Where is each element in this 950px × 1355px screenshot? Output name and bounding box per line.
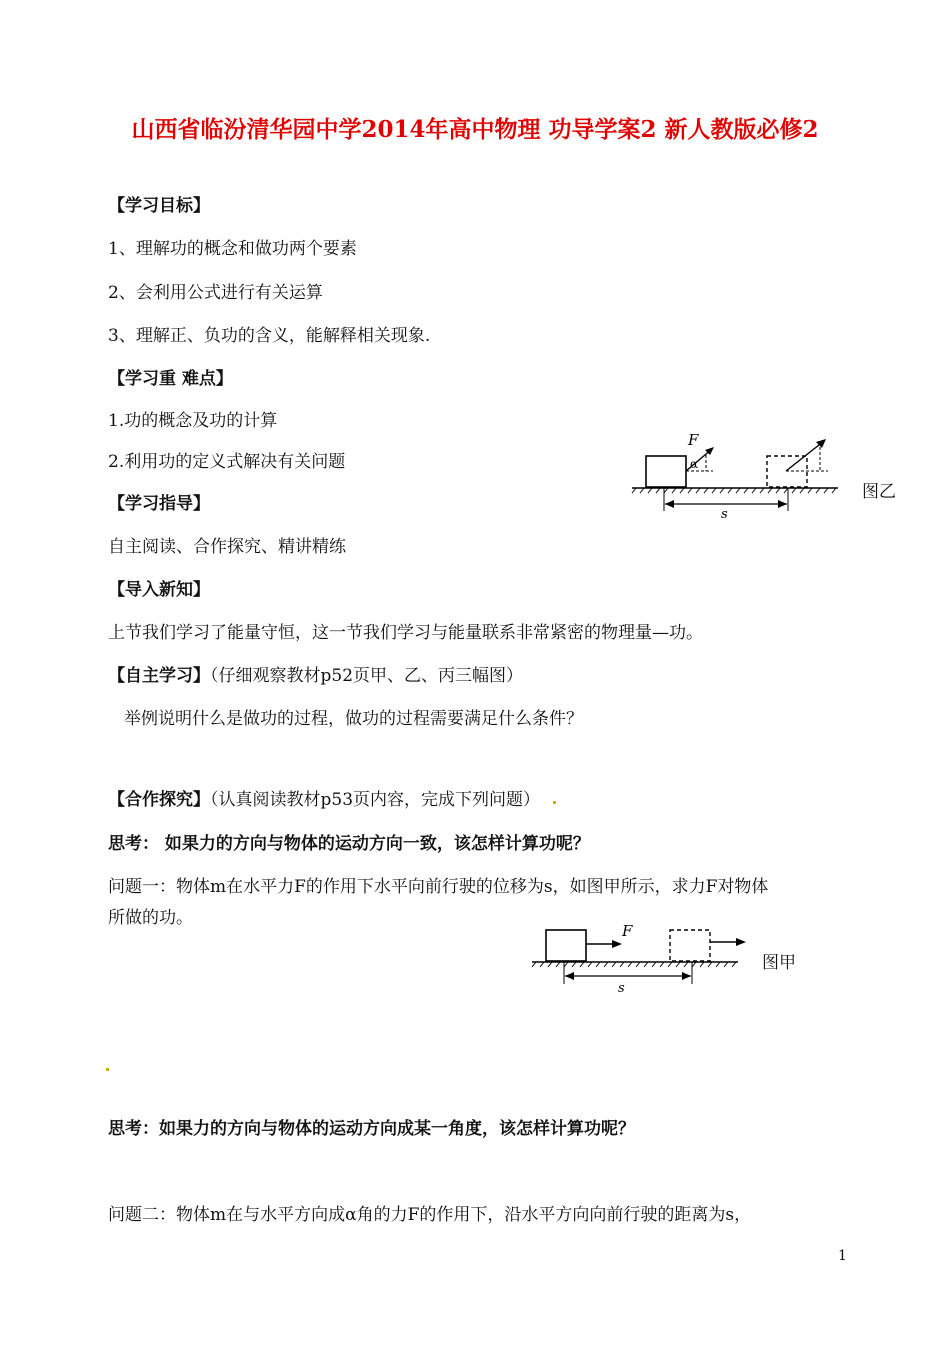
intro-text: 上节我们学习了能量守恒，这一节我们学习与能量联系非常紧密的物理量—功。 (108, 623, 703, 643)
intro-heading: 【导入新知】 (108, 580, 210, 600)
block-end (670, 930, 710, 961)
explore-note: （认真阅读教材p53页内容，完成下列问题） (210, 790, 541, 810)
problem-1-line-1: 问题一：物体m在水平力F的作用下水平向前行驶的位移为s，如图甲所示，求力F对物体 (108, 877, 769, 897)
block-start (546, 930, 586, 961)
distance-arrow-right (778, 500, 787, 508)
force-label: F (688, 431, 699, 449)
explore-title: 【合作探究】 (108, 790, 210, 810)
objective-item-1: 1、理解功的概念和做功两个要素 (108, 239, 357, 259)
force-arrowhead-end (736, 938, 746, 946)
angle-label: α (690, 457, 699, 471)
key-point-item-1: 1.功的概念及功的计算 (108, 411, 278, 431)
objectives-heading: 【学习目标】 (108, 196, 210, 216)
distance-label: s (721, 507, 728, 520)
key-points-heading: 【学习重 难点】 (108, 369, 233, 389)
key-point-item-2: 2.利用功的定义式解决有关问题 (108, 452, 346, 472)
explore-heading (108, 785, 540, 810)
think-question-1: 思考： 如果力的方向与物体的运动方向一致，该怎样计算功呢？ (108, 834, 590, 854)
figure-yi (628, 425, 918, 520)
figure-jia (530, 920, 820, 995)
force-label: F (622, 922, 633, 940)
page-number: 1 (838, 1248, 847, 1264)
decorative-mark (106, 1068, 109, 1071)
decorative-mark (553, 801, 556, 804)
block-start (646, 456, 686, 487)
self-study-note: （仔细观察教材p52页甲、乙、丙三幅图） (210, 666, 524, 686)
self-study-question: 举例说明什么是做功的过程，做功的过程需要满足什么条件？ (124, 709, 583, 729)
guidance-text: 自主阅读、合作探究、精讲精练 (108, 537, 346, 557)
distance-label: s (618, 981, 625, 995)
objective-item-2: 2、会利用公式进行有关运算 (108, 283, 323, 303)
distance-arrow-left (565, 972, 574, 980)
force-arrowhead (612, 940, 622, 948)
guidance-heading: 【学习指导】 (108, 494, 210, 514)
problem-2-line-1: 问题二：物体m在与水平方向成α角的力F的作用下，沿水平方向向前行驶的距离为s， (108, 1205, 752, 1225)
distance-arrow-right (682, 972, 691, 980)
problem-1-line-2: 所做的功。 (108, 908, 193, 928)
distance-arrow-left (665, 500, 674, 508)
figure-yi-label: 图乙 (862, 482, 896, 502)
document-title: 山西省临汾清华园中学2014年高中物理 功导学案2 新人教版必修2 (131, 116, 819, 143)
figure-yi-diagram (628, 425, 918, 520)
self-study-title: 【自主学习】 (108, 666, 210, 686)
objective-item-3: 3、理解正、负功的含义，能解释相关现象. (108, 326, 431, 346)
think-question-2: 思考：如果力的方向与物体的运动方向成某一角度，该怎样计算功呢？ (108, 1119, 635, 1139)
figure-jia-label: 图甲 (762, 953, 796, 973)
self-study-heading (108, 661, 523, 686)
